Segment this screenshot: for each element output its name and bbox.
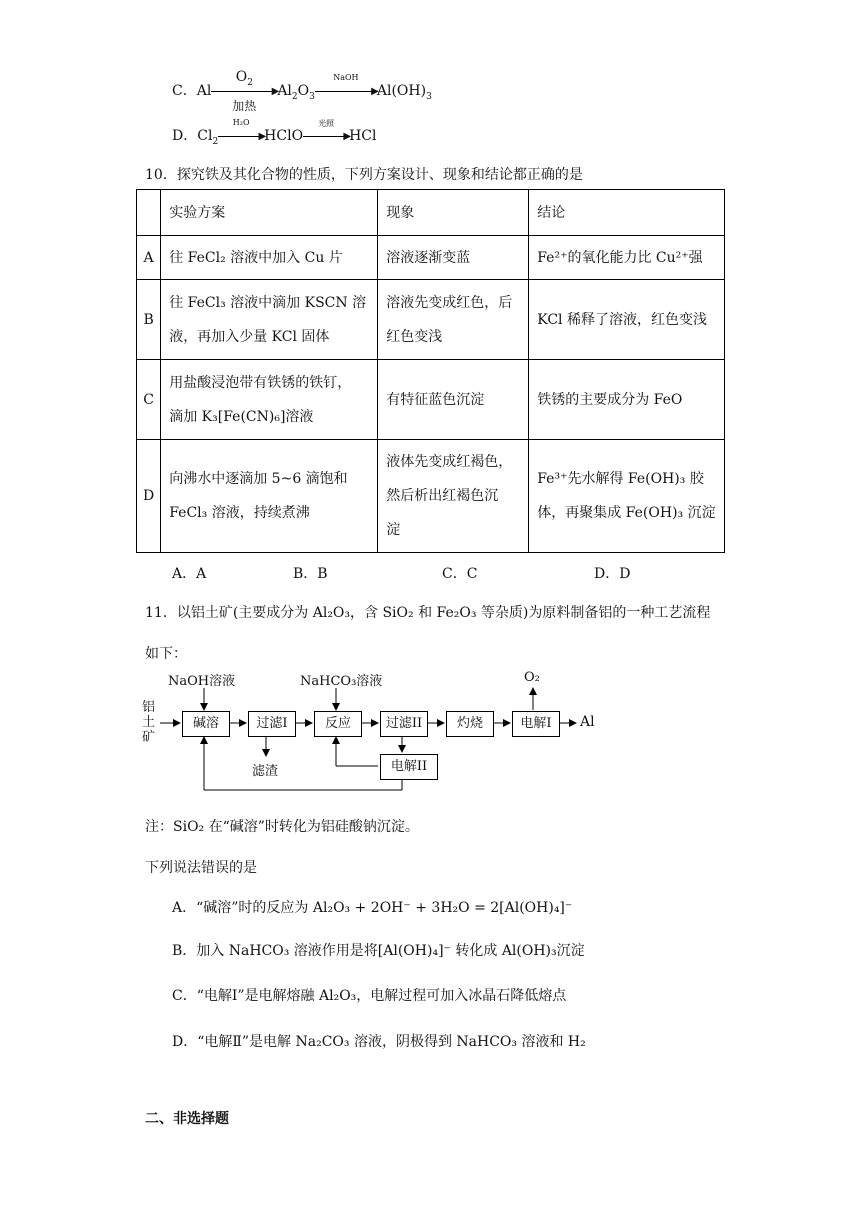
- arrow-head: ▶: [343, 131, 352, 142]
- phen-line: 淀: [386, 522, 401, 538]
- q9-option-c: [172, 69, 432, 113]
- residue-label: 滤渣: [252, 764, 279, 779]
- q11-option-b: B．加入 NaHCO₃ 溶液作用是将[Al(OH)₄]⁻ 转化成 Al(OH)₃沉淀: [172, 943, 585, 959]
- arrow-top-label: H₂O: [232, 118, 250, 127]
- phenomenon-cell: 有特征蓝色沉淀: [378, 360, 529, 440]
- step-alkali-dissolve: 碱溶: [182, 711, 230, 737]
- o2-output-label: O₂: [524, 670, 540, 685]
- reactant: Al: [196, 83, 212, 99]
- conclusion-cell: [529, 440, 725, 553]
- phen-line: 然后析出红褐色沉: [386, 488, 499, 504]
- step-filter-1: 过滤I: [248, 711, 296, 737]
- plan-line: 滴加 K₃[Fe(CN)₆]溶液: [169, 408, 314, 425]
- bauxite-char: 矿: [142, 730, 156, 745]
- table-header-row: [137, 190, 725, 236]
- header-plan: 实验方案: [161, 190, 378, 236]
- arrow-head: ▶: [271, 86, 280, 97]
- step-calcine: 灼烧: [446, 711, 494, 737]
- row-label: C: [137, 360, 161, 440]
- reaction-arrow-light: [303, 119, 352, 144]
- header-phenomenon: 现象: [378, 190, 529, 236]
- arrow-line: [211, 91, 277, 92]
- concl-line: 体，再聚集成 Fe(OH)₃ 沉淀: [537, 505, 716, 521]
- naoh-solution-label: NaOH溶液: [168, 674, 236, 689]
- conclusion-cell: Fe²⁺的氧化能力比 Cu²⁺强: [529, 236, 725, 280]
- table-row-a: [137, 236, 725, 280]
- row-label: B: [137, 280, 161, 360]
- phen-line: 液体先变成红褐色，: [386, 454, 513, 470]
- option-label: D．: [172, 128, 198, 144]
- arrow-top-label: 光照: [318, 119, 335, 128]
- step-electrolysis-2: 电解II: [380, 754, 438, 780]
- q11-ask: 下列说法错误的是: [145, 860, 257, 876]
- reactant-cl2: $Cl_2$: [197, 128, 219, 147]
- table-row-d: [137, 440, 725, 553]
- product-aloh3: $Al(OH)_3$: [376, 83, 432, 102]
- q10-answer-b: B．B: [293, 566, 328, 582]
- table-row-c: [137, 360, 725, 440]
- plan-cell: 往 FeCl₂ 溶液中加入 Cu 片: [161, 236, 378, 280]
- q11-option-d: D．“电解Ⅱ”是电解 Na₂CO₃ 溶液，阴极得到 NaHCO₃ 溶液和 H₂: [172, 1034, 586, 1050]
- arrow-line: [303, 136, 349, 137]
- header-label-cell: [137, 190, 161, 236]
- phen-line: 红色变浅: [386, 328, 443, 345]
- q11-note: 注：SiO₂ 在“碱溶”时转化为铝硅酸钠沉淀。: [145, 819, 419, 835]
- q11-stem-line1: 11．以铝土矿(主要成分为 Al₂O₃，含 SiO₂ 和 Fe₂O₃ 等杂质)为原料制备铝的一种工艺流程: [145, 605, 711, 621]
- reaction-arrow-h2o: [218, 118, 267, 144]
- plan-line: 液，再加入少量 KCl 固体: [169, 328, 330, 345]
- product-hclo: HClO: [264, 128, 304, 144]
- arrow-bottom-label: 加热: [232, 99, 257, 113]
- arrow-line: [315, 91, 377, 92]
- arrow-head: ▶: [371, 86, 379, 97]
- product-al-label: Al: [580, 714, 595, 730]
- arrow-head: ▶: [258, 131, 267, 142]
- step-reaction: 反应: [314, 711, 362, 737]
- phenomenon-cell: [378, 280, 529, 360]
- q11-option-c: C．“电解Ⅰ”是电解熔融 Al₂O₃，电解过程可加入冰晶石降低熔点: [172, 988, 567, 1004]
- nahco3-solution-label: NaHCO₃溶液: [300, 674, 383, 689]
- phenomenon-cell: 溶液逐渐变蓝: [378, 236, 529, 280]
- plan-cell: [161, 360, 378, 440]
- plan-cell: [161, 280, 378, 360]
- q9-option-d: [172, 118, 377, 147]
- reaction-arrow-o2: [211, 69, 280, 113]
- plan-line: 向沸水中逐滴加 5~6 滴饱和: [169, 471, 348, 487]
- q10-stem: 10．探究铁及其化合物的性质，下列方案设计、现象和结论都正确的是: [145, 167, 583, 183]
- table-row-b: [137, 280, 725, 360]
- q10-answer-a: A．A: [172, 566, 207, 582]
- arrow-line: [218, 136, 264, 137]
- q10-table: [136, 189, 725, 553]
- arrow-top-label: NaOH: [333, 73, 359, 82]
- bauxite-label: [142, 700, 156, 745]
- phen-line: 溶液先变成红色，后: [386, 294, 513, 311]
- plan-cell: [161, 440, 378, 553]
- process-flow-diagram: [140, 668, 620, 798]
- reaction-arrow-naoh: [315, 73, 379, 99]
- concl-line: Fe³⁺先水解得 Fe(OH)₃ 胶: [537, 471, 704, 487]
- plan-line: 往 FeCl₃ 溶液中滴加 KSCN 溶: [169, 294, 367, 311]
- q10-answer-d: D．D: [594, 566, 631, 582]
- row-label: A: [137, 236, 161, 280]
- row-label: D: [137, 440, 161, 553]
- section-heading: 二、非选择题: [145, 1111, 229, 1127]
- step-electrolysis-1: 电解I: [512, 711, 560, 737]
- product-hcl: HCl: [349, 128, 377, 144]
- conclusion-cell: KCl 稀释了溶液，红色变浅: [529, 280, 725, 360]
- plan-line: FeCl₃ 溶液，持续煮沸: [169, 505, 310, 521]
- product-al2o3: $Al_2O_3$: [277, 83, 315, 102]
- step-filter-2: 过滤II: [380, 711, 428, 737]
- q10-answer-c: C．C: [442, 566, 478, 582]
- q11-stem-line2: 如下：: [145, 646, 187, 662]
- phenomenon-cell: [378, 440, 529, 553]
- bauxite-char: 铝: [142, 700, 156, 715]
- plan-line: 用盐酸浸泡带有铁锈的铁钉，: [169, 374, 352, 391]
- bauxite-char: 土: [142, 715, 156, 730]
- arrow-top-label: $O_2$: [235, 69, 253, 88]
- q11-option-a: A．“碱溶”时的反应为 Al₂O₃ + 2OH⁻ + 3H₂O = 2[Al(OH)₄]⁻: [172, 900, 573, 916]
- header-conclusion: 结论: [529, 190, 725, 236]
- conclusion-cell: 铁锈的主要成分为 FeO: [529, 360, 725, 440]
- option-label: C．: [172, 83, 197, 99]
